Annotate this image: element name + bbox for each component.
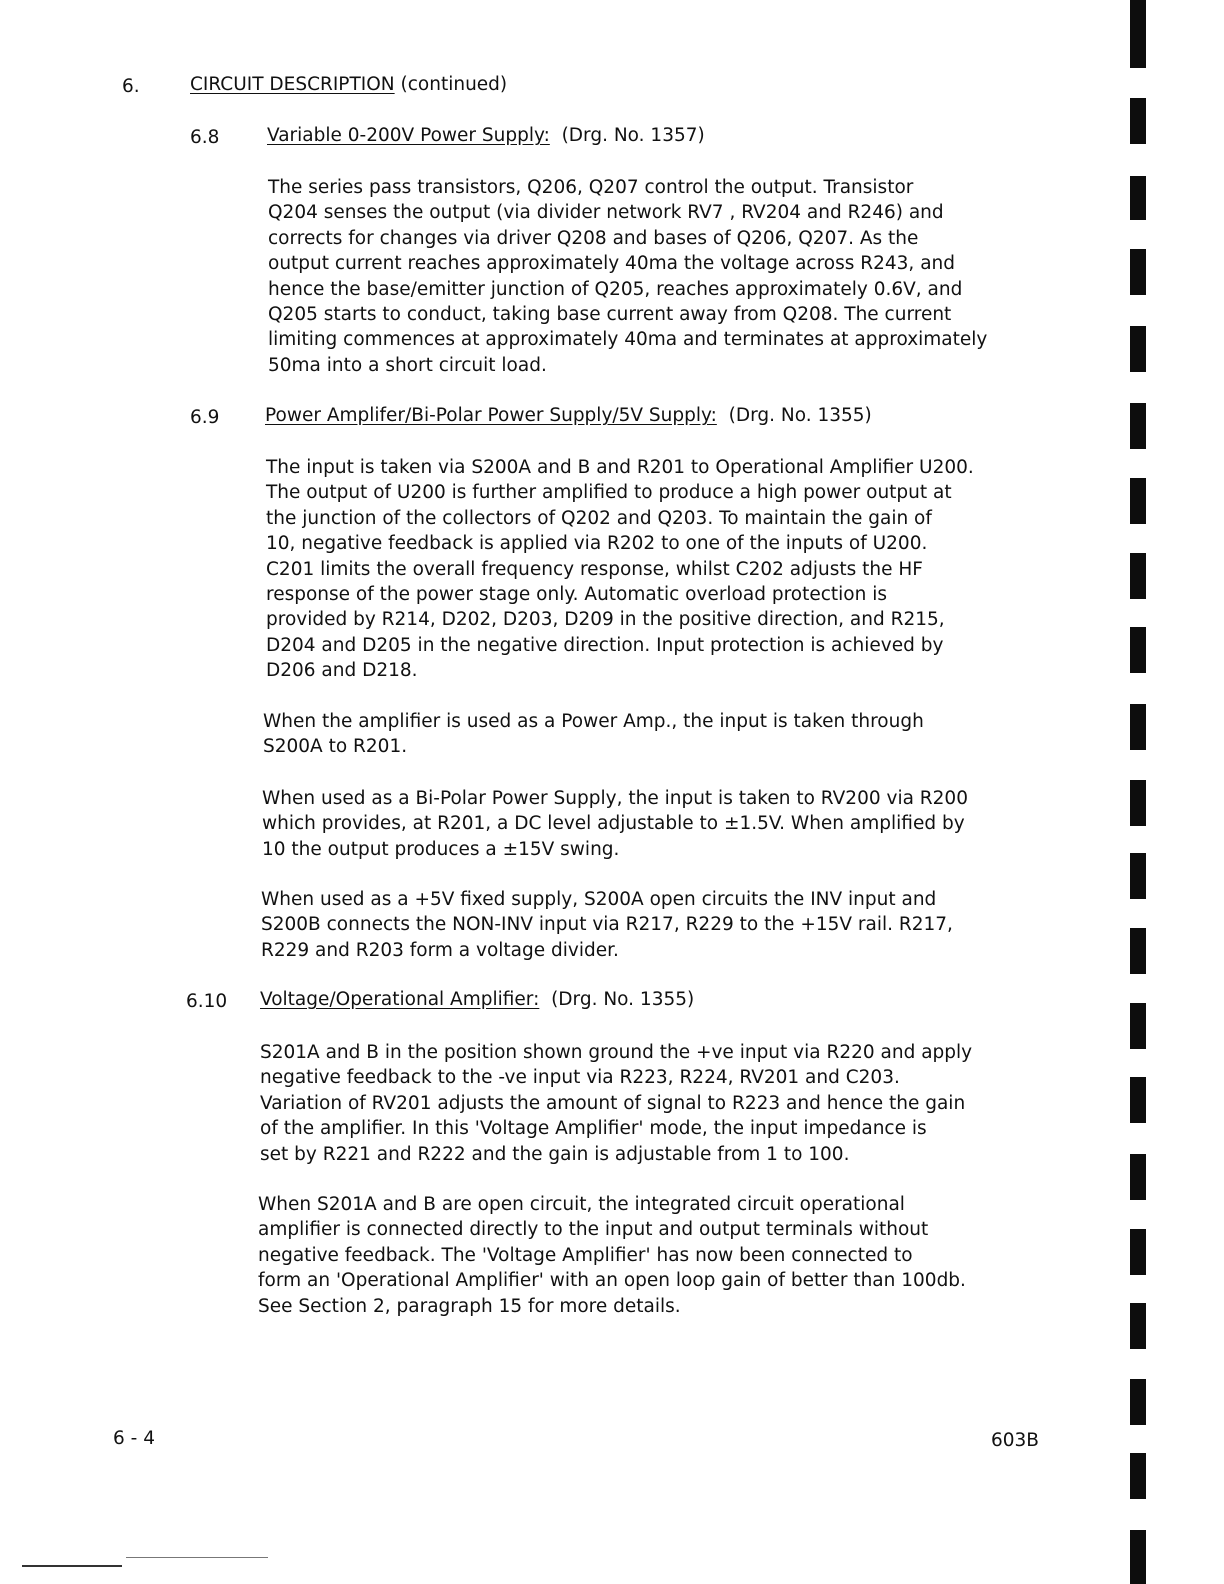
text-line: The input is taken via S200A and B and R201 to Operational Amplifier U200.: [266, 457, 974, 478]
text-line: The output of U200 is further amplified to produce a high power output at: [266, 482, 952, 504]
paragraph: [260, 1040, 972, 1167]
section-title: CIRCUIT DESCRIPTION: [190, 74, 395, 95]
paragraph: [261, 887, 953, 963]
text-line: 10, negative feedback is applied via R202 to one of the inputs of U200.: [266, 533, 928, 555]
margin-mark: [1130, 704, 1146, 750]
section-title-group: [190, 74, 507, 95]
margin-mark: [1130, 928, 1146, 974]
text-line: of the amplifier. In this 'Voltage Amplifier' mode, the input impedance is: [260, 1118, 927, 1140]
text-line: which provides, at R201, a DC level adjustable to ±1.5V. When amplified by: [262, 813, 965, 835]
subsection-number: 6.9: [190, 407, 220, 428]
subsection-heading: [265, 405, 872, 426]
margin-mark: [1130, 1229, 1146, 1275]
text-line: the junction of the collectors of Q202 and Q203. To maintain the gain of: [266, 507, 932, 529]
text-line: Q204 senses the output (via divider network RV7 , RV204 and R246) and: [268, 202, 944, 224]
text-line: response of the power stage only. Automatic overload protection is: [266, 583, 888, 605]
text-line: 50ma into a short circuit load.: [268, 354, 547, 376]
margin-mark: [1130, 1530, 1146, 1584]
subsection-heading: [260, 989, 694, 1010]
subsection-number: 6.8: [190, 127, 220, 148]
margin-mark: [1130, 326, 1146, 372]
text-line: When used as a Bi-Polar Power Supply, the input is taken to RV200 via R200: [262, 788, 968, 809]
drawing-reference: (Drg. No. 1355): [551, 989, 695, 1010]
text-line: The series pass transistors, Q206, Q207 control the output. Transistor: [268, 177, 914, 198]
text-line: hence the base/emitter junction of Q205, reaches approximately 0.6V, and: [268, 278, 963, 300]
margin-mark: [1130, 403, 1146, 449]
text-line: negative feedback. The 'Voltage Amplifier' has now been connected to: [258, 1244, 913, 1266]
subsection-title: Variable 0-200V Power Supply:: [267, 125, 550, 146]
paragraph: [258, 1192, 966, 1319]
text-line: S201A and B in the position shown ground the +ve input via R220 and apply: [260, 1042, 973, 1063]
section-number: 6.: [122, 76, 140, 97]
margin-mark: [1130, 98, 1146, 144]
paragraph: [263, 709, 924, 760]
text-line: C201 limits the overall frequency response, whilst C202 adjusts the HF: [266, 558, 923, 580]
margin-mark: [1130, 1154, 1146, 1200]
text-line: limiting commences at approximately 40ma and terminates at approximately: [268, 329, 988, 351]
drawing-reference: (Drg. No. 1357): [561, 125, 705, 146]
margin-mark: [1130, 0, 1146, 68]
scan-rule: [22, 1565, 122, 1567]
text-line: D204 and D205 in the negative direction. Input protection is achieved by: [266, 634, 944, 656]
text-line: S200A to R201.: [263, 736, 408, 758]
text-line: amplifier is connected directly to the input and output terminals without: [258, 1219, 929, 1241]
paragraph: [268, 175, 987, 378]
margin-mark: [1130, 780, 1146, 826]
margin-mark: [1130, 1379, 1146, 1425]
text-line: set by R221 and R222 and the gain is adjustable from 1 to 100.: [260, 1143, 850, 1165]
drawing-reference: (Drg. No. 1355): [728, 405, 872, 426]
scan-rule: [126, 1557, 268, 1558]
text-line: negative feedback to the -ve input via R223, R224, RV201 and C203.: [260, 1067, 900, 1089]
model-number: 603B: [991, 1430, 1040, 1451]
margin-mark: [1130, 1303, 1146, 1349]
margin-mark: [1130, 553, 1146, 599]
text-line: When the amplifier is used as a Power Amp., the input is taken through: [263, 711, 924, 732]
text-line: 10 the output produces a ±15V swing.: [262, 838, 620, 860]
text-line: form an 'Operational Amplifier' with an open loop gain of better than 100db.: [258, 1270, 966, 1292]
text-line: D206 and D218.: [266, 660, 418, 682]
margin-mark: [1130, 1453, 1146, 1499]
text-line: provided by R214, D202, D203, D209 in the positive direction, and R215,: [266, 609, 945, 631]
text-line: When used as a +5V fixed supply, S200A open circuits the INV input and: [261, 889, 937, 910]
text-line: S200B connects the NON-INV input via R217, R229 to the +15V rail. R217,: [261, 914, 953, 936]
margin-mark: [1130, 176, 1146, 220]
section-suffix: (continued): [400, 74, 508, 95]
margin-mark: [1130, 1003, 1146, 1049]
margin-mark: [1130, 478, 1146, 524]
text-line: output current reaches approximately 40ma the voltage across R243, and: [268, 253, 955, 275]
margin-mark: [1130, 627, 1146, 673]
margin-mark: [1130, 249, 1146, 295]
paragraph: [266, 455, 974, 684]
margin-mark: [1130, 853, 1146, 899]
subsection-number: 6.10: [186, 991, 228, 1012]
subsection-title: Voltage/Operational Amplifier:: [260, 989, 540, 1010]
paragraph: [262, 786, 968, 862]
text-line: R229 and R203 form a voltage divider.: [261, 939, 619, 961]
text-line: Variation of RV201 adjusts the amount of signal to R223 and hence the gain: [260, 1092, 966, 1114]
text-line: When S201A and B are open circuit, the integrated circuit operational: [258, 1194, 905, 1215]
page-number: 6 - 4: [113, 1428, 155, 1449]
subsection-title: Power Amplifer/Bi-Polar Power Supply/5V Supply:: [265, 405, 717, 426]
subsection-heading: [267, 125, 705, 146]
text-line: Q205 starts to conduct, taking base current away from Q208. The current: [268, 303, 952, 325]
text-line: See Section 2, paragraph 15 for more details.: [258, 1295, 681, 1317]
text-line: corrects for changes via driver Q208 and bases of Q206, Q207. As the: [268, 227, 919, 249]
margin-mark: [1130, 1077, 1146, 1123]
